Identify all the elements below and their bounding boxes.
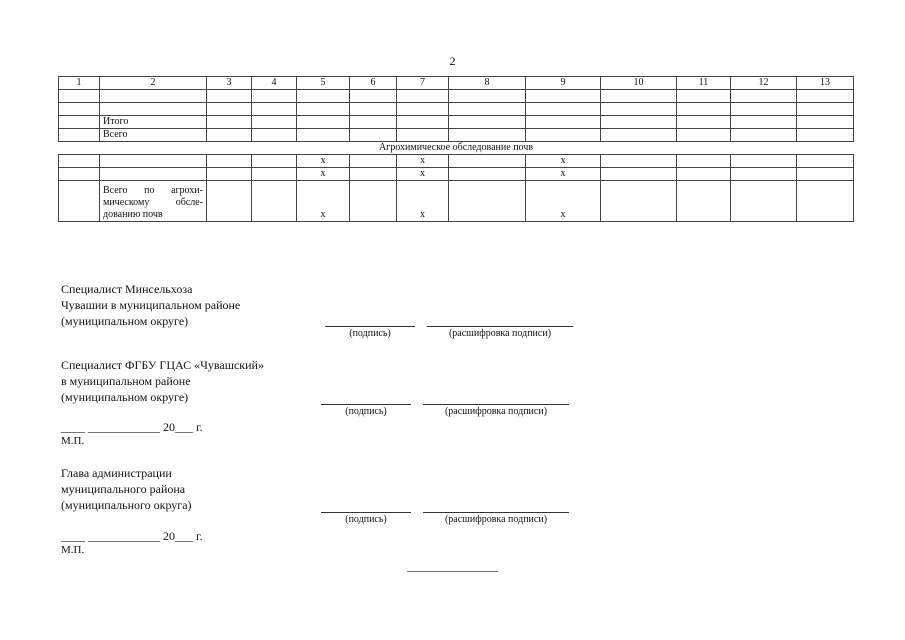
vsego-label: Всего bbox=[100, 129, 207, 142]
col-header: 13 bbox=[797, 77, 854, 90]
col-header: 7 bbox=[397, 77, 449, 90]
x-mark: х bbox=[397, 155, 449, 168]
table-row-vsego bbox=[59, 129, 854, 142]
col-header: 9 bbox=[526, 77, 601, 90]
total-agro-label: Всего по агрохи- мическому обсле- дованию почв bbox=[100, 181, 207, 222]
table-header-row bbox=[59, 77, 854, 90]
bottom-rule bbox=[407, 571, 498, 572]
stamp-label: М.П. bbox=[61, 435, 85, 447]
x-mark: х bbox=[397, 168, 449, 181]
table-row bbox=[59, 90, 854, 103]
signature-decode-field[interactable]: (расшифровка подписи) bbox=[423, 404, 569, 418]
x-mark: х bbox=[526, 155, 601, 168]
x-mark: х bbox=[526, 181, 601, 222]
col-header: 8 bbox=[449, 77, 526, 90]
signature-field[interactable]: (подпись) bbox=[321, 512, 411, 526]
table-row bbox=[59, 103, 854, 116]
col-header: 11 bbox=[677, 77, 731, 90]
table-row-itogo bbox=[59, 116, 854, 129]
signature-block-fgbu: Специалист ФГБУ ГЦАС «Чувашский» в муниципальном районе (муниципальном округе) bbox=[61, 358, 264, 404]
date-field[interactable]: ____ ____________ 20___ г. bbox=[61, 420, 203, 434]
col-header: 6 bbox=[350, 77, 397, 90]
x-mark: х bbox=[297, 168, 350, 181]
table-row bbox=[59, 155, 854, 168]
signature-block-minselhoz: Специалист Минсельхоза Чувашии в муниципальном районе (муниципальном округе) bbox=[61, 282, 241, 328]
itogo-label: Итого bbox=[100, 116, 207, 129]
signature-decode-field[interactable]: (расшифровка подписи) bbox=[427, 326, 573, 340]
col-header: 2 bbox=[100, 77, 207, 90]
col-header: 4 bbox=[252, 77, 297, 90]
signature-field[interactable]: (подпись) bbox=[325, 326, 415, 340]
col-header: 1 bbox=[59, 77, 100, 90]
signature-field[interactable]: (подпись) bbox=[321, 404, 411, 418]
col-header: 3 bbox=[207, 77, 252, 90]
col-header: 10 bbox=[601, 77, 677, 90]
signature-decode-field[interactable]: (расшифровка подписи) bbox=[423, 512, 569, 526]
x-mark: х bbox=[297, 181, 350, 222]
date-field[interactable]: ____ ____________ 20___ г. bbox=[61, 529, 203, 543]
x-mark: х bbox=[297, 155, 350, 168]
section-row bbox=[59, 142, 854, 155]
stamp-label: М.П. bbox=[61, 544, 85, 556]
x-mark: х bbox=[526, 168, 601, 181]
table-row-total-agro bbox=[59, 181, 854, 222]
col-header: 5 bbox=[297, 77, 350, 90]
section-title: Агрохимическое обследование почв bbox=[59, 142, 854, 155]
table-row bbox=[59, 168, 854, 181]
signature-block-glava: Глава администрации муниципального района (муниципального округа) bbox=[61, 466, 192, 512]
data-table bbox=[58, 76, 854, 222]
x-mark: х bbox=[397, 181, 449, 222]
page-number: 2 bbox=[449, 54, 456, 68]
col-header: 12 bbox=[731, 77, 797, 90]
